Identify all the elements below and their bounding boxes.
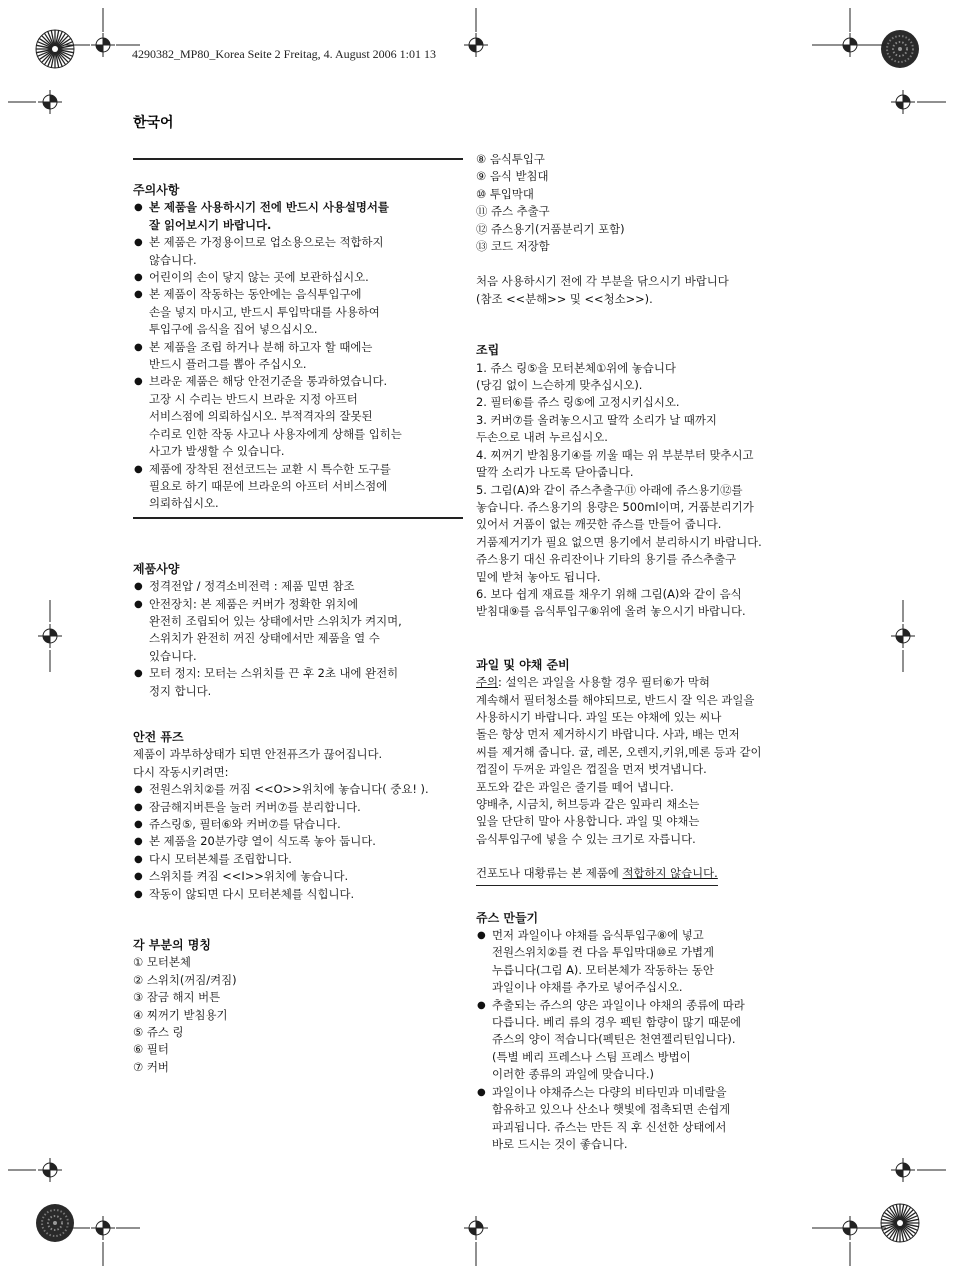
bullet-line: 파괴됩니다. 쥬스는 만든 직 후 신선한 상태에서: [492, 1119, 727, 1134]
bullet-line: 본 제품은 가정용이므로 업소용으로는 적합하지: [149, 235, 384, 250]
section-rule: [133, 158, 463, 160]
bullet-icon: ●: [134, 801, 143, 813]
bullet-icon: ●: [134, 819, 143, 830]
bullet-line: 추출되는 쥬스의 양은 과일이나 야채의 종류에 따라: [492, 997, 745, 1012]
bullet-item: [133, 833, 463, 850]
bullet-icon: ●: [134, 853, 143, 865]
bullet-line: 전원스위치②를 켠 다음 투입막대⑩로 가볍게: [492, 945, 714, 960]
bullet-line: 스위치를 켜짐 <<I>>위치에 놓습니다.: [149, 869, 349, 884]
bullet-line: 본 제품을 20분가량 열이 식도록 놓아 둡니다.: [149, 834, 376, 849]
specs-heading: 제품사양: [133, 561, 180, 576]
first-use-line: (참조 <<분해>> 및 <<청소>>).: [476, 291, 653, 306]
bullet-line: 과일이나 야채쥬스는 다량의 비타민과 미네랄을: [492, 1084, 727, 1099]
assembly-heading: 조립: [476, 343, 500, 358]
print-slug: 4290382_MP80_Korea Seite 2 Freitag, 4. August 2006 1:01 13: [132, 47, 436, 61]
bullet-item: [133, 886, 463, 903]
bullet-line: 본 제품을 조립 하거나 분해 하고자 할 때에는: [149, 339, 373, 354]
bullet-line: 제품에 장착된 전선코드는 교환 시 특수한 도구를: [149, 461, 391, 476]
text-line: 5. 그림(A)와 같이 쥬스추출구⑪ 아래에 쥬스용기⑫를: [476, 482, 743, 497]
prep-first-text: : 설익은 과일을 사용할 경우 필터⑥가 막혀: [498, 675, 710, 690]
first-use-note: [476, 273, 846, 308]
text-line: 6. 보다 쉽게 재료를 채우기 위해 그림(A)와 같이 음식: [476, 586, 742, 601]
part-item: ⑨ 음식 받침대: [476, 169, 549, 184]
bullet-icon: ●: [134, 888, 143, 900]
left-column: [133, 156, 463, 1076]
bullet-line: 본 제품을 사용하시기 전에 반드시 사용설명서를: [149, 200, 389, 215]
bullet-item: [133, 339, 463, 374]
bullet-line: 반드시 플러그를 뽑아 주십시오.: [149, 357, 307, 372]
caution-list: [133, 199, 463, 512]
bullet-line: 누릅니다(그림 A). 모터본체가 작동하는 동안: [492, 962, 714, 977]
caution-section: [133, 182, 463, 513]
text-line: 놓습니다. 쥬스용기의 용량은 500ml이며, 거품분리기가: [476, 499, 754, 514]
bullet-line: 수리로 인한 작동 사고나 사용자에게 상해를 입히는: [149, 426, 402, 441]
bullet-line: 쥬스의 양이 적습니다(펙틴은 천연젤리틴입니다).: [492, 1032, 736, 1047]
bullet-line: 본 제품이 작동하는 동안에는 음식투입구에: [149, 287, 362, 302]
first-use-line: 처음 사용하시기 전에 각 부분을 닦으시기 바랍니다: [476, 274, 729, 289]
text-line: 껍질이 두꺼운 과일은 껍질을 먼저 벗겨냅니다.: [476, 762, 707, 777]
bullet-line: 투입구에 음식을 집어 넣으십시오.: [149, 322, 318, 337]
bullet-item: [476, 997, 846, 1084]
bullet-item: [133, 596, 463, 666]
text-line: 3. 커버⑦를 올려놓으시고 딸깍 소리가 날 때까지: [476, 412, 717, 427]
bullet-icon: ●: [134, 784, 143, 796]
parts-section: [133, 937, 463, 1076]
bullet-item: [133, 461, 463, 513]
text-line: 계속해서 필터청소를 해야되므로, 반드시 잘 익은 과일을: [476, 692, 755, 707]
bullet-icon: ●: [134, 668, 143, 680]
bullet-line: 서비스점에 의뢰하십시오. 부적격자의 잘못된: [149, 409, 373, 424]
bullet-line: 이러한 종류의 과일에 맞습니다.): [492, 1067, 654, 1082]
bullet-item: [133, 199, 463, 234]
bullet-icon: ●: [477, 930, 486, 942]
part-item: ⑧ 음식투입구: [476, 152, 545, 166]
bullet-item: [133, 373, 463, 460]
bullet-line: 브라운 제품은 해당 안전기준을 통과하였습니다.: [149, 374, 388, 389]
bullet-item: [133, 269, 463, 286]
bullet-line: 잘 읽어보시기 바랍니다.: [149, 217, 272, 232]
prep-section: [476, 657, 846, 886]
bullet-icon: ●: [477, 999, 486, 1011]
juice-section: [476, 910, 846, 1154]
bullet-item: [133, 851, 463, 868]
bullet-line: 전원스위치②를 꺼짐 <<O>>위치에 놓습니다( 중요! ).: [149, 782, 429, 797]
caution-heading: 주의사항: [133, 183, 180, 197]
text-line: 밑에 받쳐 놓아도 됩니다.: [476, 569, 601, 584]
text-line: 받침대⑨를 음식투입구⑧위에 올려 놓으시기 바랍니다.: [476, 604, 746, 619]
assembly-section: [476, 342, 846, 621]
bullet-line: 의뢰하십시오.: [149, 496, 219, 511]
bullet-icon: ●: [134, 202, 143, 214]
text-line: 잎을 단단히 말아 사용합니다. 과일 및 야채는: [476, 814, 700, 829]
section-rule: [133, 517, 463, 519]
specs-section: [133, 561, 463, 700]
bullet-item: [133, 578, 463, 595]
language-title: 한국어: [133, 115, 174, 131]
bullet-line: 필요로 하기 때문에 브라운의 아프터 서비스점에: [149, 478, 388, 493]
bullet-item: [133, 665, 463, 700]
bullet-line: 먼저 과일이나 야채를 음식투입구⑧에 넣고: [492, 928, 704, 943]
bullet-line: 다시 모터본체를 조립합니다.: [149, 851, 292, 866]
part-item: ④ 찌꺼기 받침용기: [133, 1007, 228, 1022]
bullet-item: [133, 234, 463, 269]
juice-heading: 쥬스 만들기: [476, 910, 539, 925]
text-line: 있어서 거품이 없는 깨끗한 쥬스를 만들어 줍니다.: [476, 517, 722, 532]
bullet-item: [133, 868, 463, 885]
right-column: [476, 151, 846, 1153]
bullet-item: [476, 927, 846, 997]
part-item: ⑪ 쥬스 추출구: [476, 204, 550, 219]
part-item: ⑤ 쥬스 링: [133, 1025, 184, 1040]
part-item: ② 스위치(꺼짐/켜짐): [133, 972, 237, 987]
bullet-line: 정격전압 / 정격소비전력 : 제품 밑면 참조: [149, 579, 355, 594]
bullet-icon: ●: [134, 289, 143, 301]
bullet-line: 스위치가 완전히 꺼진 상태에서만 제품을 열 수: [149, 631, 380, 646]
warning-text: [476, 865, 718, 885]
bullet-line: 쥬스링⑤, 필터⑥와 커버⑦를 닦습니다.: [149, 817, 341, 831]
bullet-line: 안전장치: 본 제품은 커버가 정확한 위치에: [149, 596, 358, 611]
fuse-section: [133, 729, 463, 903]
bullet-icon: ●: [134, 836, 143, 848]
part-item: ⑥ 필터: [133, 1042, 169, 1057]
text-line: 2. 필터⑥를 쥬스 링⑤에 고정시키십시오.: [476, 395, 680, 410]
bullet-icon: ●: [134, 463, 143, 475]
bullet-line: 손을 넣지 마시고, 반드시 투입막대를 사용하여: [149, 304, 380, 319]
parts-heading: 각 부분의 명칭: [133, 938, 211, 953]
text-line: 쥬스용기 대신 유리잔이나 기타의 용기를 쥬스추출구: [476, 552, 737, 567]
bullet-line: 함유하고 있으나 산소나 햇빛에 접촉되면 손쉽게: [492, 1102, 731, 1117]
prep-lines: [476, 692, 846, 849]
bullet-line: 과일이나 야채를 추가로 넣어주십시오.: [492, 980, 683, 995]
bullet-item: [133, 781, 463, 798]
bullet-line: 있습니다.: [149, 648, 197, 663]
prep-warning: [476, 865, 846, 885]
warning-prefix: 건포도나 대황류는 본 제품에: [476, 866, 623, 881]
prep-first-line: [476, 674, 846, 691]
part-item: ⑩ 투입막대: [476, 186, 534, 201]
bullet-icon: ●: [477, 1086, 486, 1098]
bullet-icon: ●: [134, 598, 143, 610]
parts-continued: [476, 151, 846, 255]
bullet-line: 정지 합니다.: [149, 683, 212, 698]
text-line: (당김 없이 느슨하게 맞추십시오).: [476, 378, 643, 393]
text-line: 음식투입구에 넣을 수 있는 크기로 자릅니다.: [476, 831, 696, 846]
bullet-icon: ●: [134, 376, 143, 388]
part-item: ⑬ 코드 저장함: [476, 239, 550, 254]
bullet-line: 완전히 조립되어 있는 상태에서만 스위치가 켜지며,: [149, 613, 402, 628]
text-line: 양배추, 시금치, 허브등과 같은 잎파리 채소는: [476, 797, 700, 811]
bullet-item: [476, 1084, 846, 1154]
prep-heading: 과일 및 야채 준비: [476, 657, 570, 672]
bullet-icon: ●: [134, 581, 143, 593]
fuse-heading: 안전 퓨즈: [133, 729, 184, 744]
bullet-line: 않습니다.: [149, 252, 197, 267]
note-label: 주의: [476, 675, 499, 690]
bullet-icon: ●: [134, 341, 143, 353]
bullet-icon: ●: [134, 272, 143, 284]
part-item: ③ 잠금 해지 버튼: [133, 990, 221, 1005]
bullet-line: 어린이의 손이 닿지 않는 곳에 보관하십시오.: [149, 270, 369, 285]
part-item: ⑦ 커버: [133, 1059, 169, 1074]
bullet-line: 다릅니다. 베리 류의 경우 펙틴 함량이 많기 때문에: [492, 1015, 742, 1030]
assembly-steps: [476, 360, 846, 621]
bullet-icon: ●: [134, 237, 143, 249]
text-line: 사용하시기 바랍니다. 과일 또는 야채에 있는 씨나: [476, 709, 722, 724]
text-line: 4. 찌꺼기 받침용기④를 끼울 때는 위 부분부터 맞추시고: [476, 447, 754, 462]
juice-list: [476, 927, 846, 1153]
bullet-item: [133, 799, 463, 816]
fuse-intro-line: 다시 작동시키려면:: [133, 764, 229, 779]
bullet-line: 고장 시 수리는 반드시 브라운 지정 아프터: [149, 391, 358, 406]
specs-list: [133, 578, 463, 700]
text-line: 포도와 같은 과일은 줄기를 떼어 냅니다.: [476, 779, 674, 794]
part-item: ⑫ 쥬스용기(거품분리기 포함): [476, 221, 625, 236]
fuse-intro-line: 제품이 과부하상태가 되면 안전퓨즈가 끊어집니다.: [133, 747, 383, 762]
bullet-line: 사고가 발생할 수 있습니다.: [149, 444, 285, 459]
bullet-line: 바로 드시는 것이 좋습니다.: [492, 1136, 628, 1151]
bullet-item: [133, 816, 463, 833]
bullet-line: (특별 베리 프레스나 스팀 프레스 방법이: [492, 1049, 691, 1064]
fuse-list: [133, 781, 463, 903]
text-line: 1. 쥬스 링⑤을 모터본체①위에 놓습니다: [476, 360, 676, 375]
warning-underlined: 적합하지 않습니다.: [622, 866, 718, 881]
text-line: 딸깍 소리가 나도록 닫아줍니다.: [476, 465, 634, 480]
bullet-icon: ●: [134, 871, 143, 883]
text-line: 두손으로 내려 누르십시오.: [476, 430, 608, 445]
bullet-item: [133, 286, 463, 338]
bullet-line: 작동이 않되면 다시 모터본체를 식힙니다.: [149, 886, 355, 901]
text-line: 돌은 항상 먼저 제거하시기 바랍니다. 사과, 배는 먼저: [476, 727, 740, 742]
text-line: 거품제거기가 필요 없으면 용기에서 분리하시기 바랍니다.: [476, 534, 762, 549]
text-line: 씨를 제거해 줍니다. 귤, 레몬, 오렌지,키위,메론 등과 같이: [476, 744, 762, 759]
part-item: ① 모터본체: [133, 955, 191, 970]
bullet-line: 잠금해지버튼을 눌러 커버⑦를 분리합니다.: [149, 799, 361, 814]
bullet-line: 모터 정지: 모터는 스위치를 끈 후 2초 내에 완전히: [149, 666, 399, 681]
